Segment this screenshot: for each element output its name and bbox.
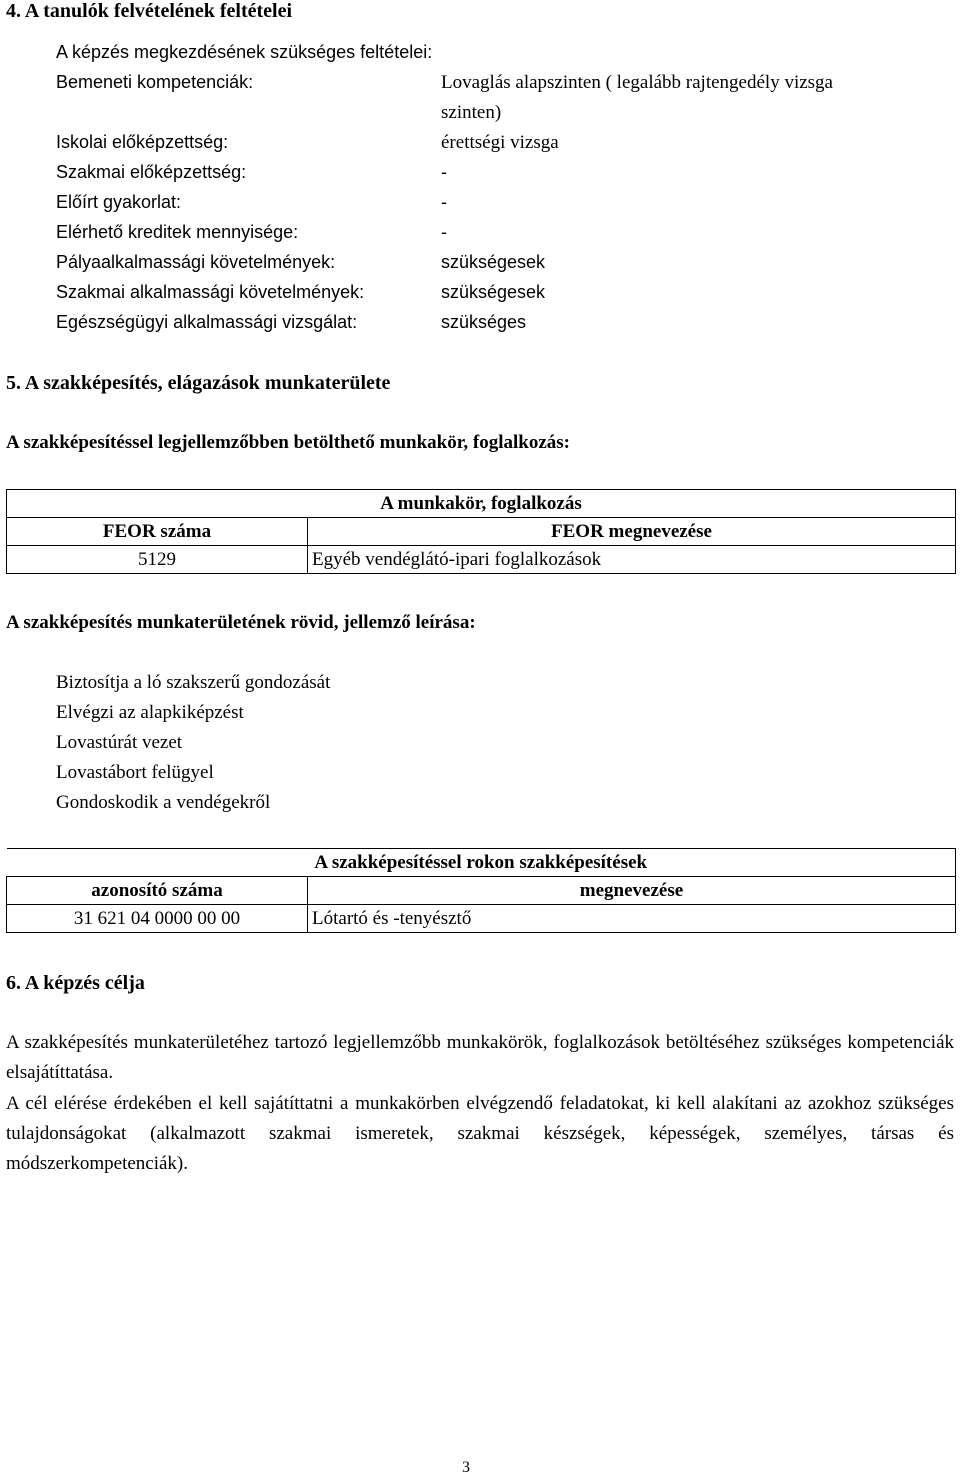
related-table-title: A szakképesítéssel rokon szakképesítések xyxy=(7,849,956,877)
goal-paragraph-1: A szakképesítés munkaterületéhez tartozó legjellemzőbb munkakörök, foglalkozások betöltéséhez szükséges kompetenciák elsajátíttatása. xyxy=(6,1032,954,1083)
description-heading: A szakképesítés munkaterületének rövid, jellemző leírása: xyxy=(6,612,476,633)
req-value: Lovaglás alapszinten ( legalább rajtengedély vizsga xyxy=(441,72,833,93)
req-label: Előírt gyakorlat: xyxy=(56,192,182,212)
table-row xyxy=(7,905,956,933)
req-label: Bemeneti kompetenciák: xyxy=(56,72,254,92)
related-code: 31 621 04 0000 00 00 xyxy=(7,905,308,933)
related-qualifications-table xyxy=(6,848,956,933)
table-row xyxy=(7,546,956,574)
section-4-intro: A képzés megkezdésének szükséges feltételei: xyxy=(56,42,433,62)
list-item: Lovastúrát vezet xyxy=(56,732,183,753)
req-label: Szakmai előképzettség: xyxy=(56,162,247,182)
req-value: érettségi vizsga xyxy=(441,132,559,153)
section-6-heading: 6. A képzés célja xyxy=(6,972,145,994)
req-label: Szakmai alkalmassági követelmények: xyxy=(56,282,365,302)
section-4-heading: 4. A tanulók felvételének feltételei xyxy=(6,0,293,22)
page-number: 3 xyxy=(462,1459,470,1476)
req-value: - xyxy=(441,222,447,242)
section-5-subheading: A szakképesítéssel legjellemzőbben betölthető munkakör, foglalkozás: xyxy=(6,432,571,453)
req-value: - xyxy=(441,162,447,182)
related-col-name: megnevezése xyxy=(308,877,956,905)
goal-paragraph-2: A cél elérése érdekében el kell sajátíttatni a munkakörben elvégzendő feladatokat, ki kell alakítani az azokhoz szükséges tulajdonságokat (alkalmazott szakmai ismeretek, szakmai készségek, képességek, személyes, társas és módszerkompetenciák). xyxy=(6,1093,954,1174)
req-value: szükségesek xyxy=(441,252,546,272)
req-value: szükséges xyxy=(441,312,527,332)
feor-col-number: FEOR száma xyxy=(7,518,308,546)
list-item: Gondoskodik a vendégekről xyxy=(56,792,271,813)
req-label: Elérhető kreditek mennyisége: xyxy=(56,222,299,242)
related-col-id: azonosító száma xyxy=(7,877,308,905)
list-item: Biztosítja a ló szakszerű gondozását xyxy=(56,672,331,693)
list-item: Elvégzi az alapkiképzést xyxy=(56,702,244,723)
feor-table xyxy=(6,489,956,574)
feor-col-name: FEOR megnevezése xyxy=(308,518,956,546)
feor-code: 5129 xyxy=(7,546,308,574)
req-label: Iskolai előképzettség: xyxy=(56,132,229,152)
feor-table-title: A munkakör, foglalkozás xyxy=(7,490,956,518)
feor-name: Egyéb vendéglátó-ipari foglalkozások xyxy=(308,546,956,574)
req-value: - xyxy=(441,192,447,212)
related-name: Lótartó és -tenyésztő xyxy=(308,905,956,933)
section-5-heading: 5. A szakképesítés, elágazások munkaterülete xyxy=(6,372,391,394)
req-value: szükségesek xyxy=(441,282,546,302)
req-label: Pályaalkalmassági követelmények: xyxy=(56,252,336,272)
req-value-continued: szinten) xyxy=(441,102,502,123)
req-label: Egészségügyi alkalmassági vizsgálat: xyxy=(56,312,358,332)
list-item: Lovastábort felügyel xyxy=(56,762,214,783)
